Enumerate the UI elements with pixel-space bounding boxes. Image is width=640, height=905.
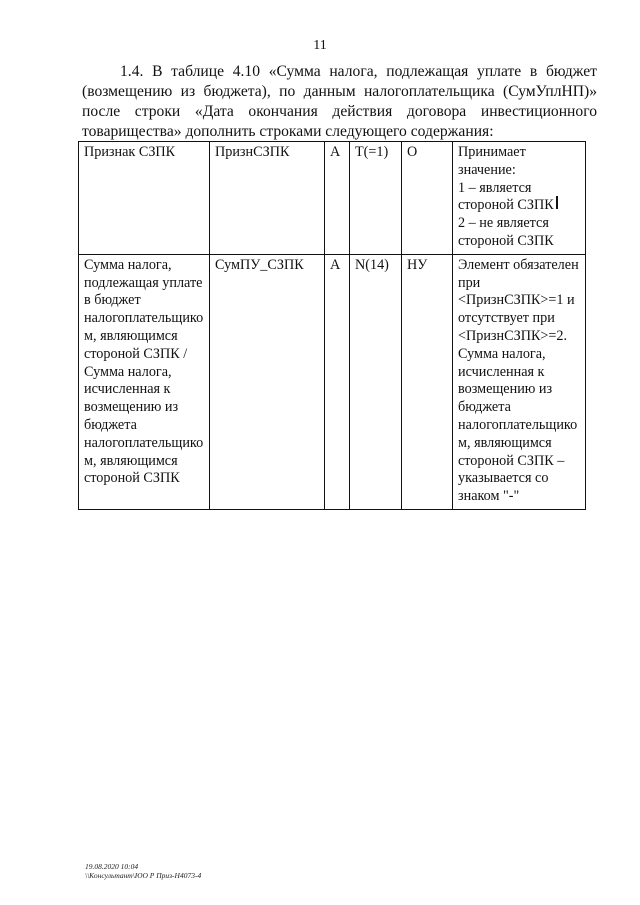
stamp-date: 19.08.2020 10:04 [85,862,139,871]
description-line: <ПризнСЗПК>=2. [458,327,568,344]
element-name-cell: Сумма налога, подлежащая уплате в бюджет налогоплательщико м, являющимся стороной СЗПК / Сумма налога, исчисленная к возмещению из бюджета налогоплательщико м, являющимся стороной СЗПК [79,254,210,509]
description-line: стороной СЗПК [458,197,554,214]
element-type-cell: А [325,142,350,255]
description-line: стороной СЗПК [458,232,554,249]
description-line: налогоплательщико [458,416,578,433]
page-number: 11 [313,38,327,53]
description-line: м, являющимся [458,434,552,451]
element-format-cell: Т(=1) [350,142,402,255]
scan-artifact-mark [556,196,558,209]
description-line: исчисленная к [458,363,545,380]
table-row [79,142,586,255]
description-line: 2 – не является [458,215,549,232]
element-required-cell: О [402,142,453,255]
description-line: <ПризнСЗПК>=1 и [458,292,575,309]
description-line: возмещению из [458,381,553,398]
stamp-path: \\Консультант\ЮО Р Приз-Н4073-4 [85,871,202,880]
description-line: Принимает [458,144,526,160]
element-format-cell: N(14) [350,254,402,509]
description-line: отсутствует при [458,310,555,327]
description-line: знаком "-" [458,488,520,505]
element-type-cell: А [325,254,350,509]
description-line: бюджета [458,399,511,416]
element-required-cell: НУ [402,254,453,509]
element-code-cell: СумПУ_СЗПК [210,254,325,509]
element-code-cell: ПризнСЗПК [210,142,325,255]
description-line: Сумма налога, [458,345,546,362]
description-line: стороной СЗПК – [458,452,565,469]
description-line: при [458,274,481,291]
table-row [79,254,586,509]
document-stamp [85,862,201,880]
description-line: Элемент обязателен [458,256,579,273]
element-name-cell: Признак СЗПК [79,142,210,255]
description-line: указывается со [458,470,549,487]
element-description-cell [453,142,586,255]
description-line: 1 – является [458,179,532,196]
element-description-cell [453,254,586,509]
description-line: значение: [458,161,516,178]
amendment-paragraph: 1.4. В таблице 4.10 «Сумма налога, подлежащая уплате в бюджет (возмещению из бюджета), по данным налогоплательщика (СумУплНП)» после строки «Дата окончания действия договора инвестиционного товарищества» дополнить строками следующего содержания: [82,62,597,140]
amendment-table [78,141,586,510]
